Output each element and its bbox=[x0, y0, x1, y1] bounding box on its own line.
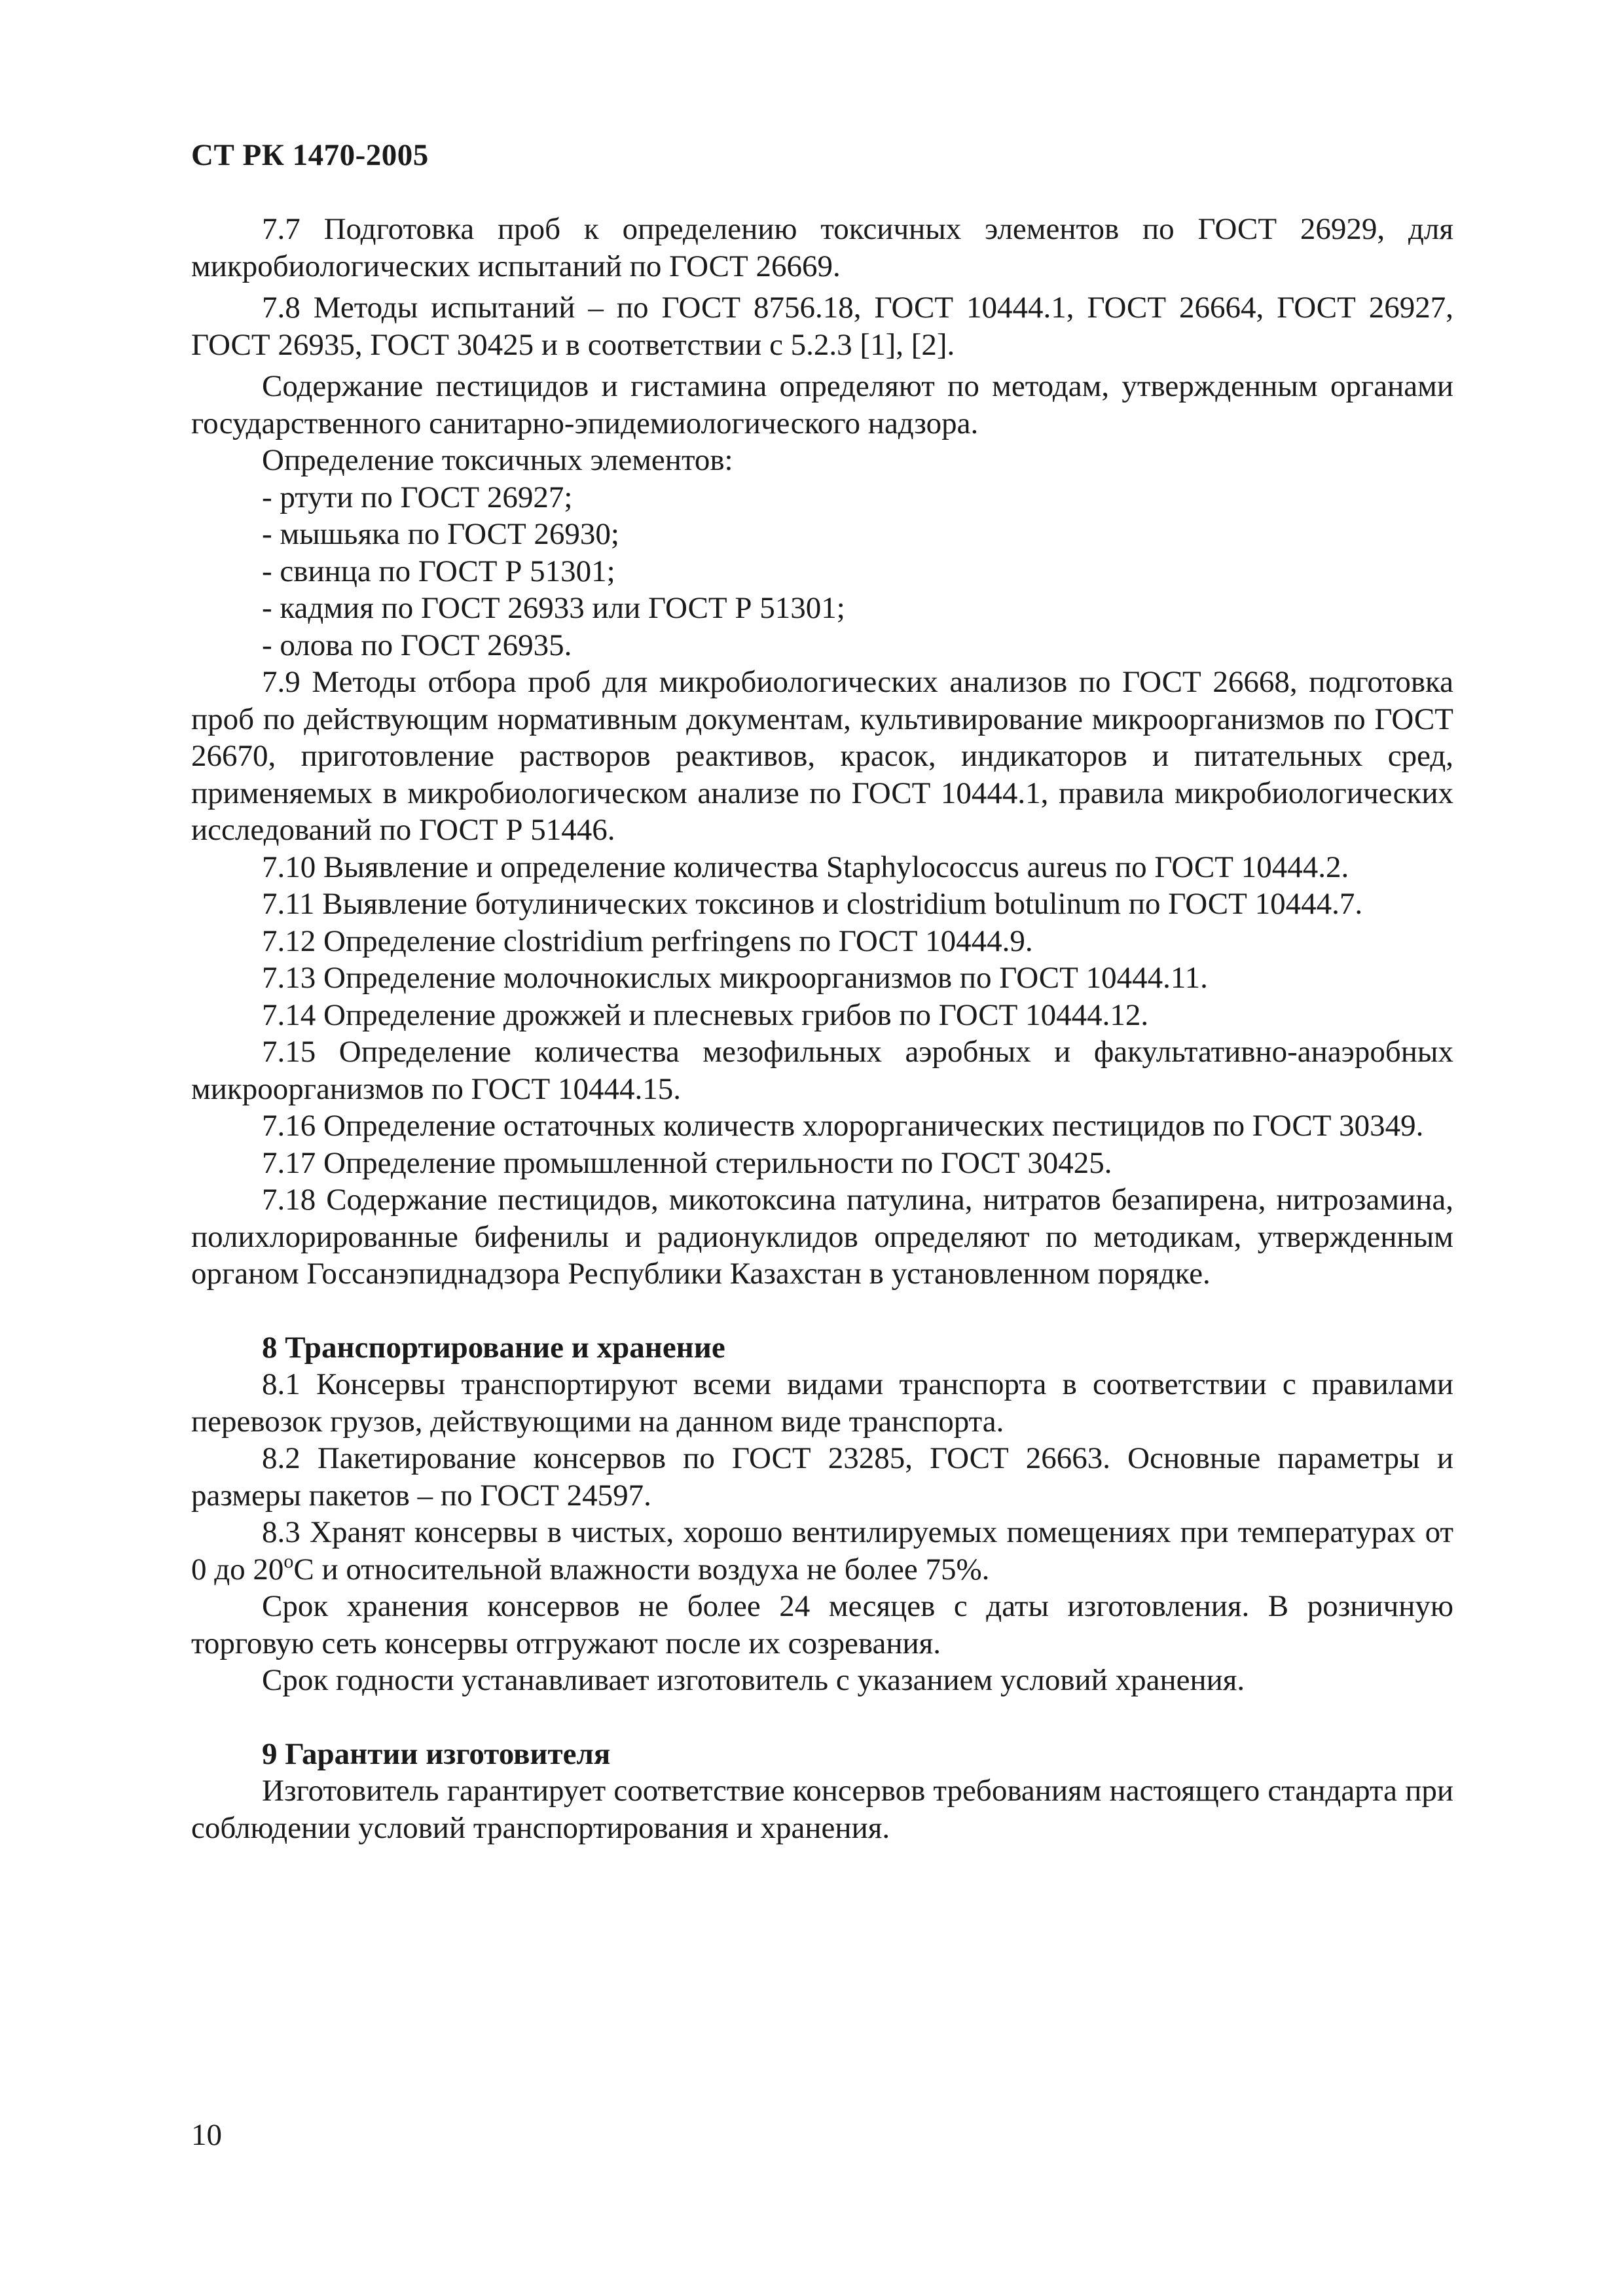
paragraph-validity: Срок годности устанавливает изготовитель с указанием условий хранения. bbox=[262, 1663, 1245, 1697]
paragraph-pesticides: Содержание пестицидов и гистамина определяют по методам, утвержденным органами государственного санитарно-эпидемиологического надзора. bbox=[191, 369, 1453, 440]
degree-superscript: о bbox=[283, 1550, 294, 1572]
paragraph-7-18: 7.18 Содержание пестицидов, микотоксина патулина, нитратов безапирена, нитрозамина, полихлорированные бифенилы и радионуклидов определяют по методикам, утвержденным органом Госсанэпиднадзора Республики Казахстан в установленном порядке. bbox=[191, 1183, 1453, 1291]
paragraph-7-16: 7.16 Определение остаточных количеств хлорорганических пестицидов по ГОСТ 30349. bbox=[262, 1109, 1424, 1143]
page-content bbox=[191, 211, 1453, 1846]
page-number: 10 bbox=[191, 2118, 222, 2152]
section-9-heading: 9 Гарантии изготовителя bbox=[262, 1736, 611, 1771]
paragraph-storage-term: Срок хранения консервов не более 24 месяцев с даты изготовления. В розничную торговую сеть консервы отгружают после их созревания. bbox=[191, 1589, 1453, 1660]
paragraph-7-15: 7.15 Определение количества мезофильных аэробных и факультативно-анаэробных микроорганизмов по ГОСТ 10444.15. bbox=[191, 1035, 1453, 1106]
paragraph-toxic-elements-title: Определение токсичных элементов: bbox=[262, 443, 733, 477]
paragraph-7-14: 7.14 Определение дрожжей и плесневых грибов по ГОСТ 10444.12. bbox=[262, 997, 1149, 1032]
list-item: - олова по ГОСТ 26935. bbox=[262, 628, 572, 662]
paragraph-8-3 bbox=[191, 1514, 1453, 1588]
paragraph-7-7: 7.7 Подготовка проб к определению токсичных элементов по ГОСТ 26929, для микробиологических испытаний по ГОСТ 26669. bbox=[191, 212, 1453, 283]
list-item: - кадмия по ГОСТ 26933 или ГОСТ Р 51301; bbox=[262, 591, 845, 625]
paragraph-7-9: 7.9 Методы отбора проб для микробиологических анализов по ГОСТ 26668, подготовка проб по действующим нормативным документам, культивирование микроорганизмов по ГОСТ 26670, приготовление растворов реактивов, красок, индикаторов и питательных сред, применяемых в микробиологическом анализе по ГОСТ 10444.1, правила микробиологических исследований по ГОСТ Р 51446. bbox=[191, 665, 1453, 847]
paragraph-8-2: 8.2 Пакетирование консервов по ГОСТ 23285, ГОСТ 26663. Основные параметры и размеры пакетов – по ГОСТ 24597. bbox=[191, 1441, 1453, 1513]
paragraph-7-10: 7.10 Выявление и определение количества Staphylococcus aureus по ГОСТ 10444.2. bbox=[262, 850, 1349, 884]
paragraph-9: Изготовитель гарантирует соответствие консервов требованиям настоящего стандарта при соблюдении условий транспортирования и хранения. bbox=[191, 1774, 1453, 1845]
paragraph-8-3-text-a: 8.3 Хранят консервы в чистых, хорошо вентилируемых помещениях при температурах от 0 до 20 bbox=[191, 1515, 1453, 1587]
paragraph-8-1: 8.1 Консервы транспортируют всеми видами транспорта в соответствии с правилами перевозок грузов, действующими на данном виде транспорта. bbox=[191, 1367, 1453, 1439]
document-code-header: СТ РК 1470-2005 bbox=[191, 138, 429, 172]
list-item: - свинца по ГОСТ Р 51301; bbox=[262, 554, 615, 588]
paragraph-7-11: 7.11 Выявление ботулинических токсинов и clostridium botulinum по ГОСТ 10444.7. bbox=[262, 887, 1363, 921]
paragraph-7-12: 7.12 Определение clostridium perfringens по ГОСТ 10444.9. bbox=[262, 924, 1033, 958]
paragraph-7-8: 7.8 Методы испытаний – по ГОСТ 8756.18, ГОСТ 10444.1, ГОСТ 26664, ГОСТ 26927, ГОСТ 26935, ГОСТ 30425 и в соответствии с 5.2.3 [1], [2]. bbox=[191, 291, 1453, 362]
list-item: - ртути по ГОСТ 26927; bbox=[262, 480, 573, 514]
paragraph-7-13: 7.13 Определение молочнокислых микроорганизмов по ГОСТ 10444.11. bbox=[262, 961, 1208, 995]
paragraph-7-17: 7.17 Определение промышленной стерильности по ГОСТ 30425. bbox=[262, 1145, 1112, 1180]
section-8-heading: 8 Транспортирование и хранение bbox=[262, 1330, 725, 1365]
paragraph-8-3-text-b: С и относительной влажности воздуха не более 75%. bbox=[293, 1552, 990, 1587]
list-item: - мышьяка по ГОСТ 26930; bbox=[262, 517, 619, 551]
